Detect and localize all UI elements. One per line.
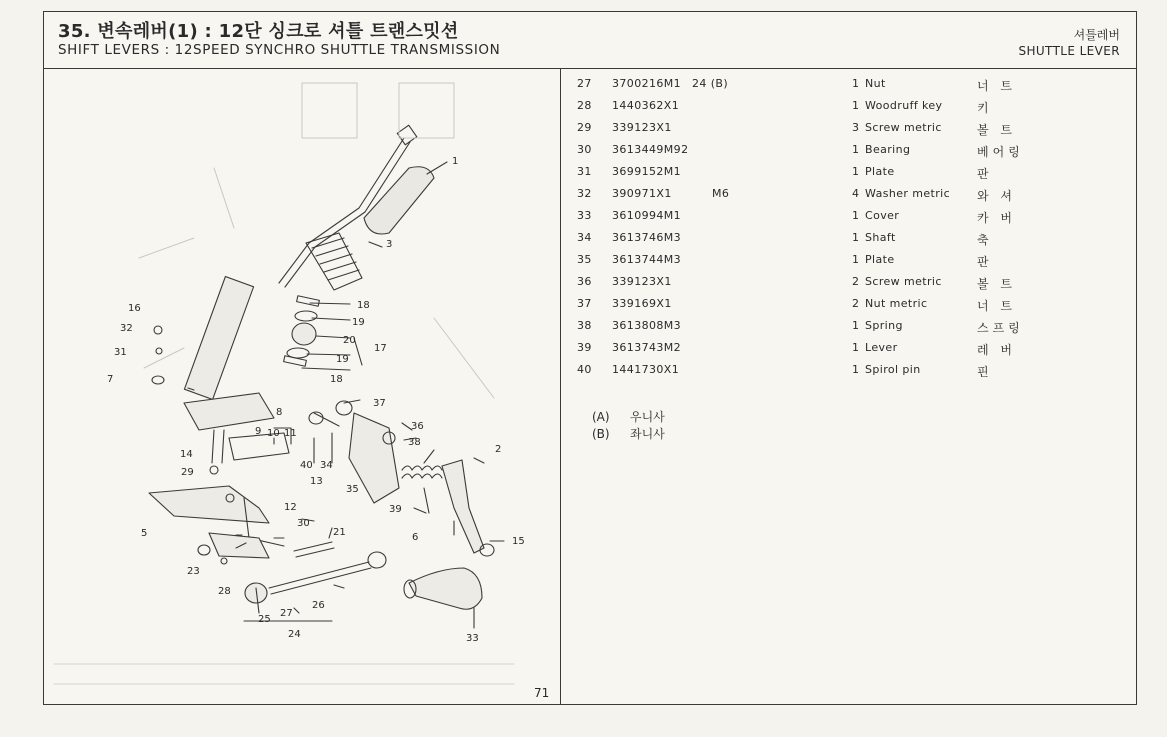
parts-row: 30 3613449M92 1 Bearing 베어링 xyxy=(577,143,1024,159)
section-label-korean: 셔틀레버 xyxy=(1073,28,1120,42)
callout-30: 30 xyxy=(297,518,310,529)
callout-17: 17 xyxy=(374,343,387,354)
diagram-drawing xyxy=(44,68,560,704)
parts-row: 32 390971X1 M6 4 Washer metric 와 셔 xyxy=(577,187,1016,203)
parts-row: 36 339123X1 2 Screw metric 볼 트 xyxy=(577,275,1016,291)
note-item: (B) 좌니사 xyxy=(592,427,665,441)
callout-34: 34 xyxy=(320,460,333,471)
parts-row: 39 3613743M2 1 Lever 레 버 xyxy=(577,341,1016,357)
parts-row: 37 339169X1 2 Nut metric 너 트 xyxy=(577,297,1016,313)
parts-row: 28 1440362X1 1 Woodruff key 키 xyxy=(577,99,993,115)
parts-row: 35 3613744M3 1 Plate 판 xyxy=(577,253,993,269)
callout-19a: 19 xyxy=(352,317,365,328)
callout-14: 14 xyxy=(180,449,193,460)
callout-16: 16 xyxy=(128,303,141,314)
lever-cover xyxy=(409,568,482,609)
callout-24: 24 xyxy=(288,629,301,640)
callout-5: 5 xyxy=(141,528,148,539)
callout-32: 32 xyxy=(120,323,133,334)
column-divider xyxy=(560,68,561,704)
parts-row: 31 3699152M1 1 Plate 판 xyxy=(577,165,993,181)
callout-3: 3 xyxy=(386,239,393,250)
parts-row: 27 3700216M1 24 (B) 1 Nut 너 트 xyxy=(577,77,1016,93)
callout-39: 39 xyxy=(389,504,402,515)
parts-row: 40 1441730X1 1 Spirol pin 핀 xyxy=(577,363,993,379)
callout-7: 7 xyxy=(107,374,114,385)
bracket xyxy=(229,433,289,460)
linkage-rod xyxy=(269,562,371,594)
bearing-block xyxy=(209,533,269,558)
callout-29: 29 xyxy=(181,467,194,478)
callout-19b: 19 xyxy=(336,354,349,365)
parts-list xyxy=(562,72,1136,380)
callout-10: 10 xyxy=(267,428,280,439)
spring xyxy=(402,466,442,470)
section-label-english: SHUTTLE LEVER xyxy=(1018,44,1120,58)
callout-26: 26 xyxy=(312,600,325,611)
callout-31: 31 xyxy=(114,347,127,358)
page-frame xyxy=(43,11,1137,705)
callout-21: 21 xyxy=(333,527,346,538)
page-number: 71 xyxy=(534,686,550,700)
grip xyxy=(364,167,434,234)
callout-40: 40 xyxy=(300,460,313,471)
callout-27: 27 xyxy=(280,608,293,619)
callout-23: 23 xyxy=(187,566,200,577)
selector-plate xyxy=(184,393,274,430)
callout-36: 36 xyxy=(411,421,424,432)
parts-row: 34 3613746M3 1 Shaft 축 xyxy=(577,231,993,247)
callout-8: 8 xyxy=(276,407,283,418)
callout-38: 38 xyxy=(408,437,421,448)
callout-28: 28 xyxy=(218,586,231,597)
shuttle-lever xyxy=(442,460,484,553)
note-item: (A) 우니사 xyxy=(592,410,665,424)
callout-6: 6 xyxy=(412,532,419,543)
page-header xyxy=(44,12,1136,69)
callout-33: 33 xyxy=(466,633,479,644)
parts-row: 33 3610994M1 1 Cover 카 버 xyxy=(577,209,1016,225)
exploded-parts-diagram xyxy=(44,68,560,704)
callout-13: 13 xyxy=(310,476,323,487)
callout-9: 9 xyxy=(255,426,262,437)
callout-20: 20 xyxy=(343,335,356,346)
callout-35: 35 xyxy=(346,484,359,495)
callout-37: 37 xyxy=(373,398,386,409)
callout-1: 1 xyxy=(452,156,459,167)
callout-15: 15 xyxy=(512,536,525,547)
callout-25: 25 xyxy=(258,614,271,625)
callout-11: 11 xyxy=(284,428,297,439)
page-title-korean: 35. 변속레버(1) : 12단 싱크로 셔틀 트랜스밋션 xyxy=(58,21,459,42)
callout-12: 12 xyxy=(284,502,297,513)
callout-2: 2 xyxy=(495,444,502,455)
lever-tip xyxy=(397,125,416,144)
callout-18b: 18 xyxy=(330,374,343,385)
lever-body xyxy=(184,276,253,399)
thread-notes xyxy=(592,408,665,442)
parts-row: 29 339123X1 3 Screw metric 볼 트 xyxy=(577,121,1016,137)
shift-fork xyxy=(149,486,269,523)
callout-18a: 18 xyxy=(357,300,370,311)
page-title-english: SHIFT LEVERS : 12SPEED SYNCHRO SHUTTLE TRANSMISSION xyxy=(58,42,501,58)
parts-row: 38 3613808M3 1 Spring 스프링 xyxy=(577,319,1024,335)
